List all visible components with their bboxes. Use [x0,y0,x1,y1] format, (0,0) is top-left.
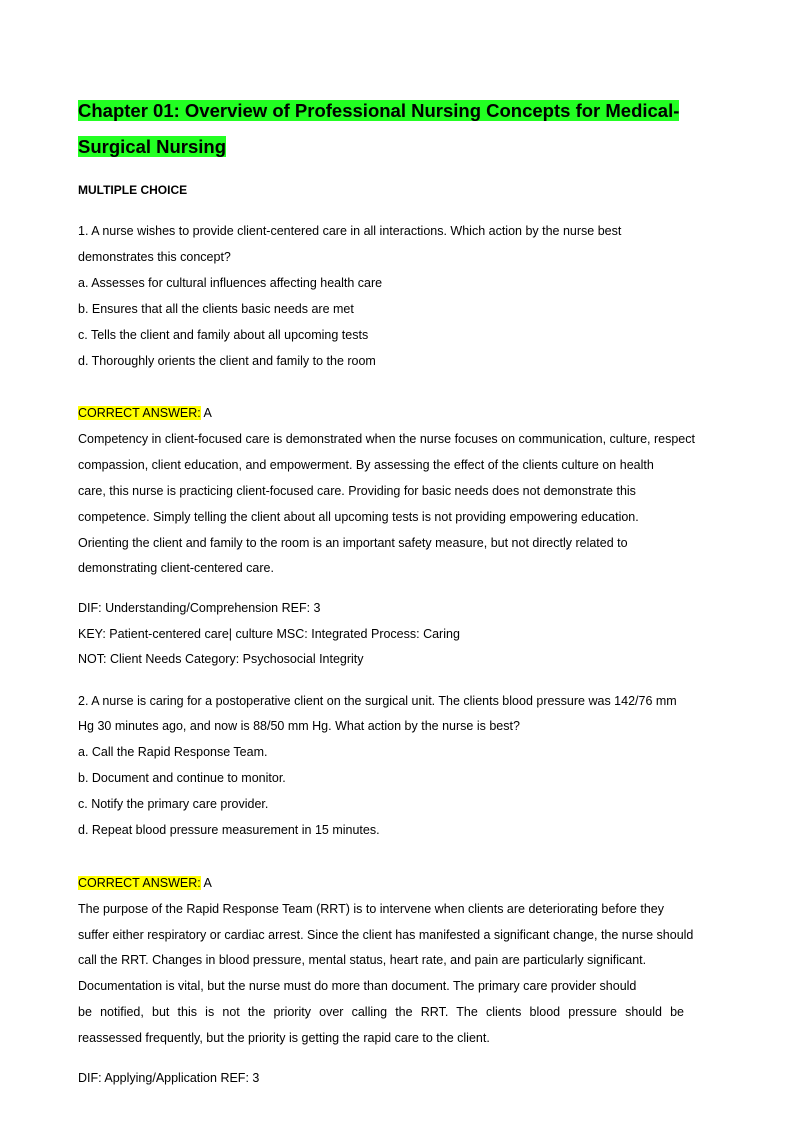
q2-option-b: b. Document and continue to monitor. [78,771,286,785]
q1-rationale-line: competence. Simply telling the client about all upcoming tests is not providing empowering education. [78,510,639,524]
q1-option-b: b. Ensures that all the clients basic needs are met [78,302,354,316]
q2-answer-label: CORRECT ANSWER: [78,876,201,890]
q2-answer-value: A [200,876,212,890]
q1-rationale-line: demonstrating client-centered care. [78,561,274,575]
q1-rationale-line: Orienting the client and family to the room is an important safety measure, but not directly related to [78,536,628,550]
section-heading: MULTIPLE CHOICE [78,183,188,197]
q2-rationale-line: be notified, but this is not the priority over calling the RRT. The clients blood pressure should be [78,1005,684,1019]
q1-option-c: c. Tells the client and family about all upcoming tests [78,328,369,342]
q2-stem-line2: Hg 30 minutes ago, and now is 88/50 mm Hg. What action by the nurse is best? [78,719,520,733]
q1-not: NOT: Client Needs Category: Psychosocial Integrity [78,652,364,666]
q1-option-d: d. Thoroughly orients the client and family to the room [78,354,376,368]
q1-answer-value: A [200,406,212,420]
q2-stem-line1: 2. A nurse is caring for a postoperative client on the surgical unit. The clients blood pressure was 142/76 mm [78,694,677,708]
q1-key: KEY: Patient-centered care| culture MSC: Integrated Process: Caring [78,627,460,641]
q2-rationale-line: The purpose of the Rapid Response Team (RRT) is to intervene when clients are deteriorating before they [78,902,664,916]
q1-dif: DIF: Understanding/Comprehension REF: 3 [78,601,321,615]
q2-dif: DIF: Applying/Application REF: 3 [78,1071,260,1085]
chapter-title: Chapter 01: Overview of Professional Nursing Concepts for Medical- Surgical Nursing [78,100,680,157]
q1-answer-label: CORRECT ANSWER: [78,406,201,420]
q1-rationale-line: care, this nurse is practicing client-focused care. Providing for basic needs does not demonstrate this [78,484,636,498]
q2-option-d: d. Repeat blood pressure measurement in 15 minutes. [78,823,380,837]
q2-option-a: a. Call the Rapid Response Team. [78,745,268,759]
q2-rationale-line: call the RRT. Changes in blood pressure, mental status, heart rate, and pain are particularly significant. [78,953,647,967]
q2-rationale-line: Documentation is vital, but the nurse must do more than document. The primary care provider should [78,979,637,993]
q2-rationale-line: reassessed frequently, but the priority is getting the rapid care to the client. [78,1031,490,1045]
q1-correct-answer [78,406,212,420]
q1-stem-line1: 1. A nurse wishes to provide client-centered care in all interactions. Which action by the nurse best [78,224,622,238]
q2-rationale-line: suffer either respiratory or cardiac arrest. Since the client has manifested a significant change, the nurse should [78,928,694,942]
q1-stem-line2: demonstrates this concept? [78,250,231,264]
q1-rationale-line: compassion, client education, and empowerment. By assessing the effect of the clients culture on health [78,458,654,472]
q2-option-c: c. Notify the primary care provider. [78,797,269,811]
q1-option-a: a. Assesses for cultural influences affecting health care [78,276,383,290]
q1-rationale-line: Competency in client-focused care is demonstrated when the nurse focuses on communication, culture, respect [78,432,695,446]
q2-correct-answer [78,876,212,890]
